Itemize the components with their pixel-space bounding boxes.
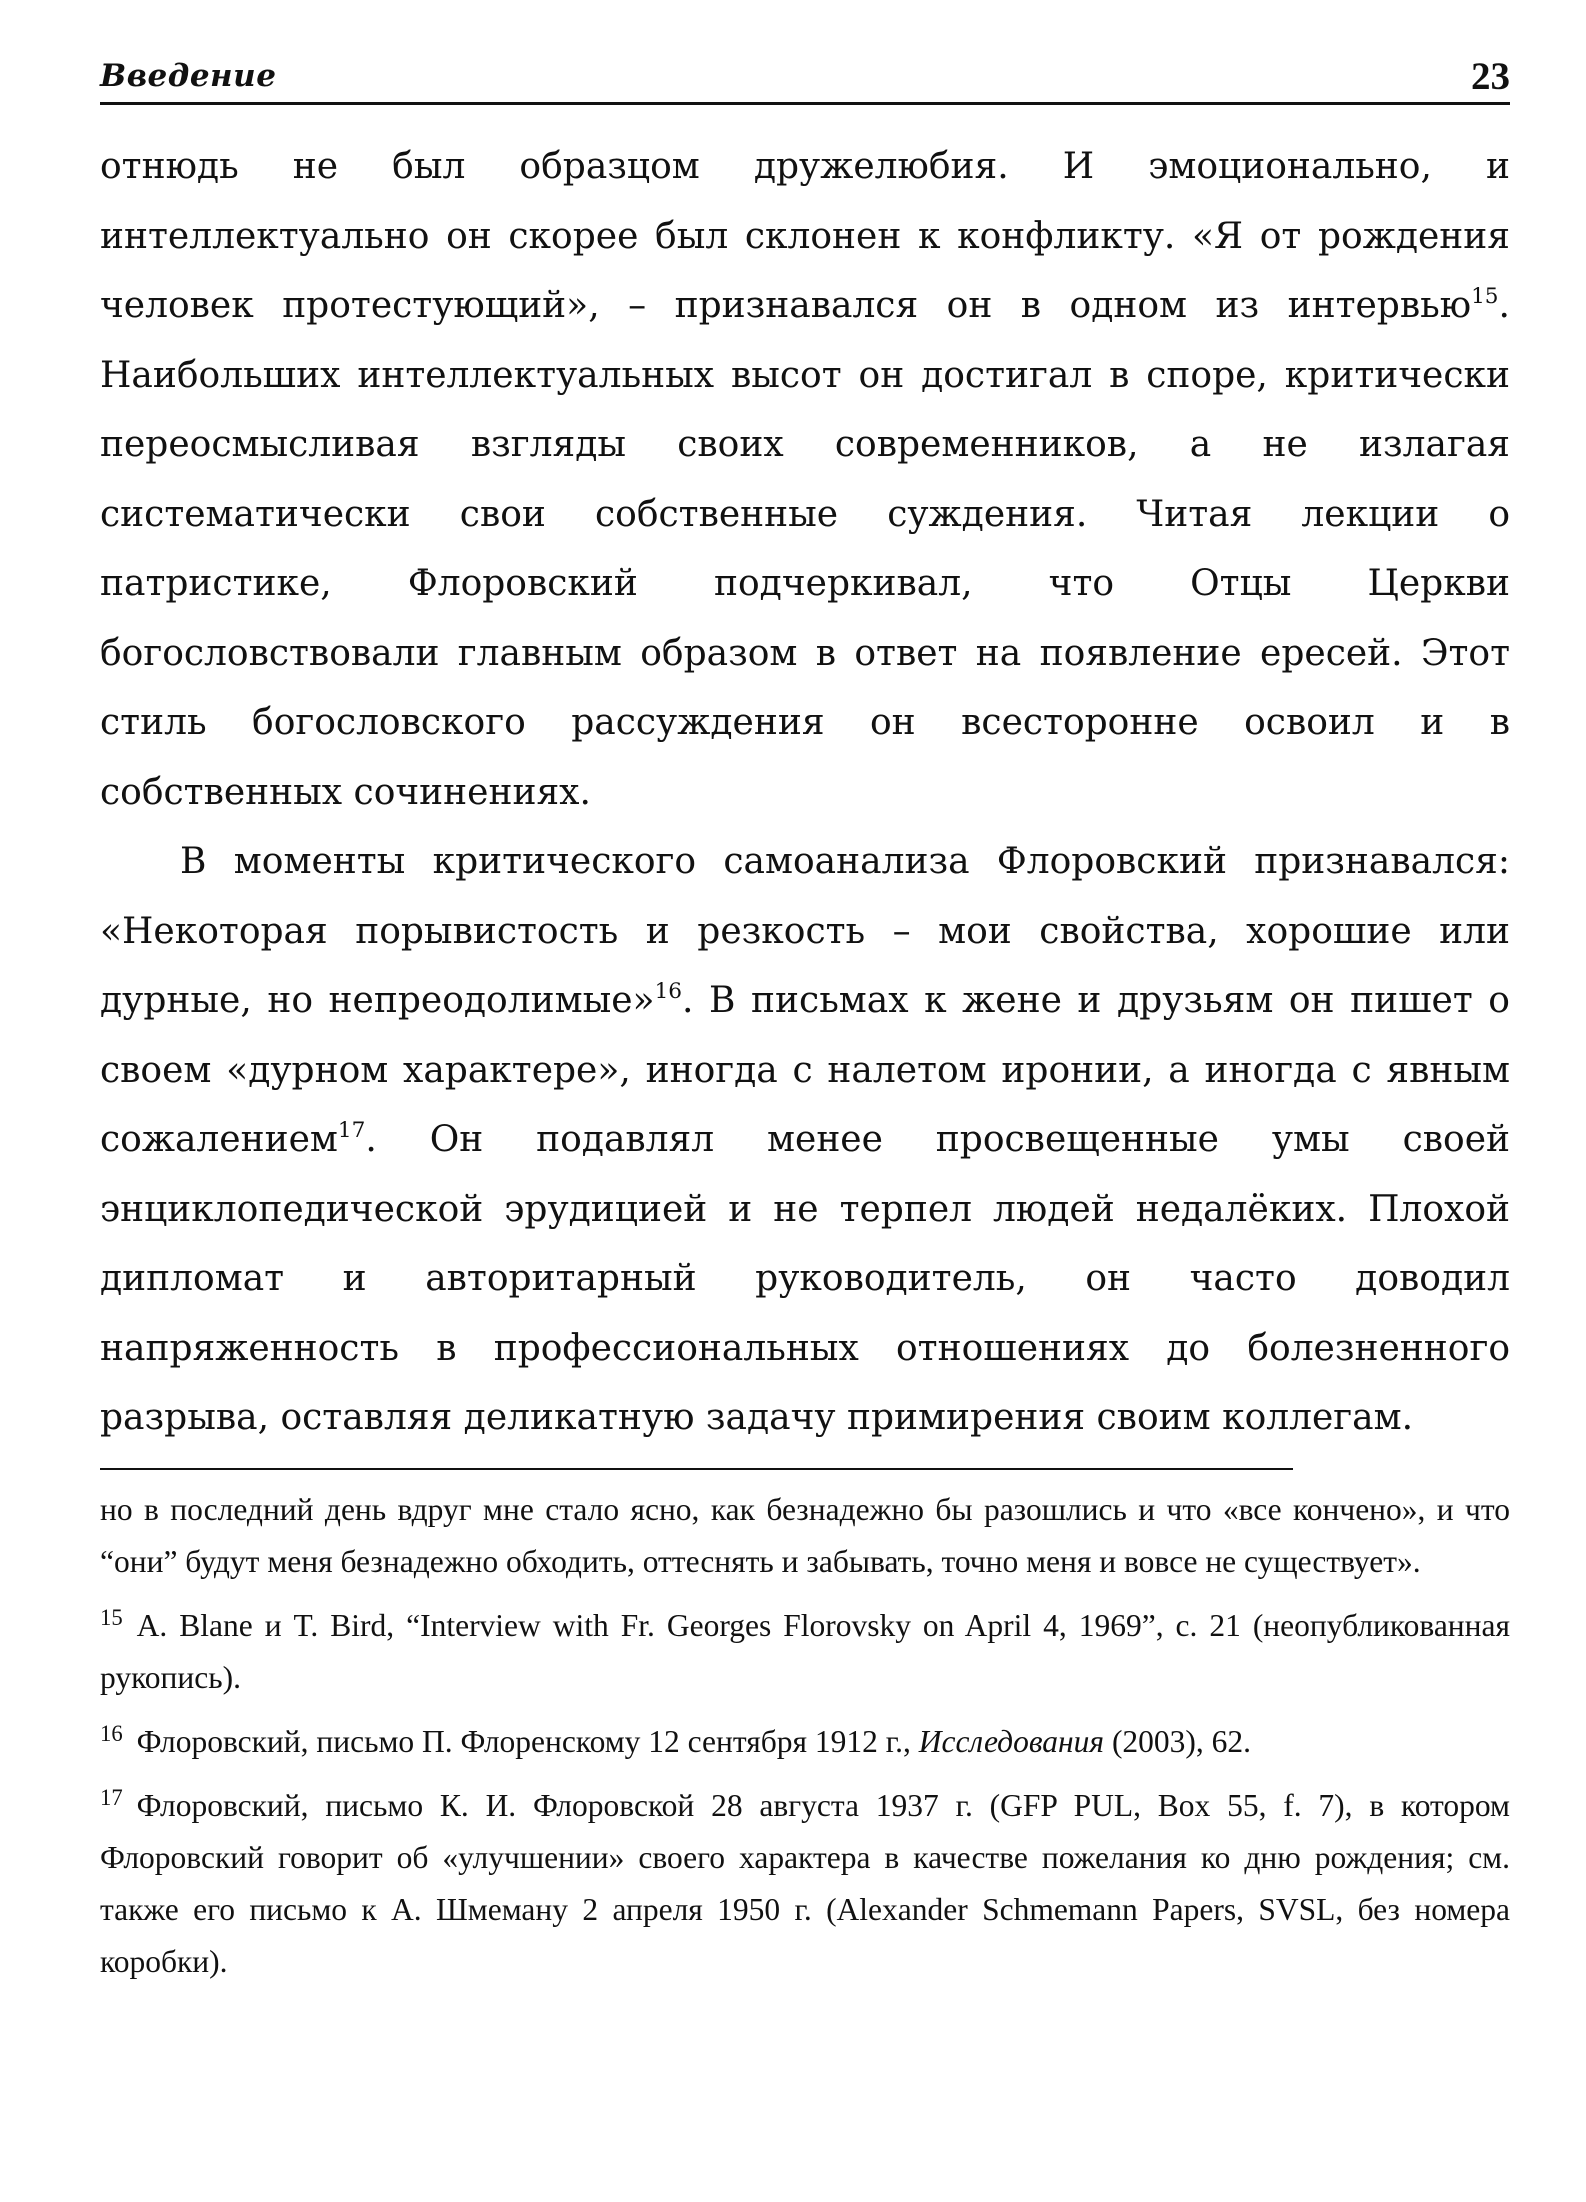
header-rule: [100, 102, 1510, 105]
footnote-ref-15: 15: [1471, 283, 1499, 309]
footnote-text: Флоровский, письмо П. Флоренскому 12 сентября 1912 г.,: [136, 1724, 919, 1759]
footnote-italic-title: Исследования: [918, 1724, 1105, 1759]
footnote-ref-16: 16: [654, 978, 683, 1004]
paragraph-1: [100, 132, 1510, 827]
footnote-text: Флоровский, письмо К. И. Флоровской 28 августа 1937 г. (GFP PUL, Box 55, f. 7), в котором Флоровский говорит об «улучшении» своего характера в качестве пожелания ко дню рождения; см. также его письмо к А. Шмеману 2 апреля 1950 г. (Alexander Schmemann Papers, SVSL, без номера коробки).: [100, 1788, 1510, 1979]
section-title: Введение: [100, 58, 277, 94]
footnote-continuation: но в последний день вдруг мне стало ясно, как безнадежно бы разошлись и что «все кончено», и что “они” будут меня безнадежно обходить, оттеснять и забывать, точно меня и вовсе не существует».: [100, 1492, 1510, 1579]
text-run: . Он подавлял менее просвещенные умы своей энциклопедической эрудицией и не терпел людей недалёких. Плохой дипломат и авторитарный руководитель, он часто доводил напряженность в профессиональных отношениях до болезненного разрыва, оставляя деликатную задачу примирения своим коллегам.: [100, 1119, 1510, 1438]
page-number: 23: [1471, 55, 1510, 98]
footnote-mark: 15: [100, 1604, 123, 1630]
footnote-mark: 16: [100, 1720, 123, 1746]
text-run: В моменты критического самоанализа Флоровский признавался: «Некоторая порывистость и резкость – мои свойства, хорошие или дурные, но непреодолимые»: [100, 841, 1510, 1021]
footnote-mark: 17: [100, 1784, 123, 1810]
footnote-16: [100, 1716, 1510, 1768]
footnote-15: [100, 1600, 1510, 1704]
footnote-separator: [100, 1468, 1293, 1470]
paragraph-2: [100, 827, 1510, 1453]
text-run: отнюдь не был образцом дружелюбия. И эмоционально, и интеллектуально он скорее был склонен к конфликту. «Я от рождения человек протестующий», – признавался он в одном из интервью: [100, 146, 1510, 326]
footnote-ref-17: 17: [337, 1117, 366, 1143]
running-head: [100, 48, 1510, 108]
text-run: . Наибольших интеллектуальных высот он достигал в споре, критически переосмысливая взгляды своих современников, а не излагая систематически свои собственные суждения. Читая лекции о патристике, Флоровский подчеркивал, что Отцы Церкви богословствовали главным образом в ответ на появление ересей. Этот стиль богословского рассуждения он всесторонне освоил и в собственных сочинениях.: [100, 285, 1510, 813]
main-text: [100, 132, 1510, 1453]
footnote-text: (2003), 62.: [1104, 1724, 1252, 1759]
footnote-text: A. Blane и T. Bird, “Interview with Fr. Georges Florovsky on April 4, 1969”, с. 21 (неопубликованная рукопись).: [100, 1608, 1510, 1695]
footnote-17: [100, 1780, 1510, 1988]
text-run: . В письмах к жене и друзьям он пишет о своем «дурном характере», иногда с налетом иронии, а иногда с явным сожалением: [100, 980, 1510, 1160]
footnotes: [100, 1484, 1510, 1988]
